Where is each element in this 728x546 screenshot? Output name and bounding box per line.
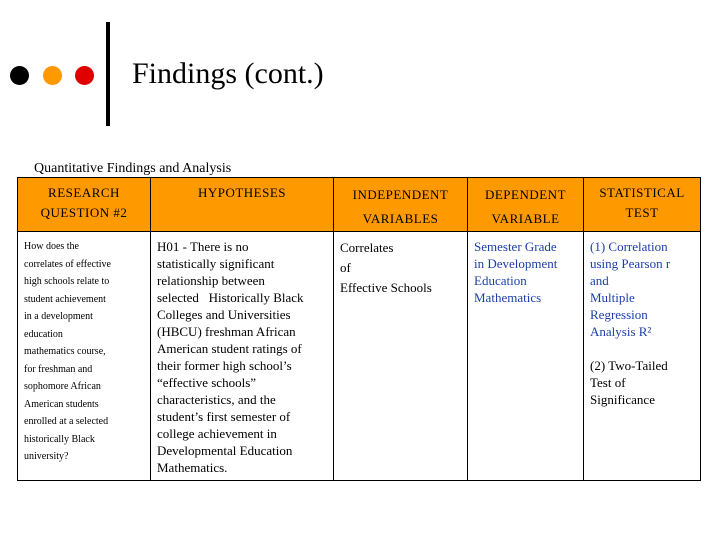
header-independent-variables: INDEPENDENT VARIABLES [334, 178, 468, 232]
statistical-test-cell [584, 232, 701, 481]
slide-title: Findings (cont.) [132, 57, 324, 90]
independent-variables-cell: Correlates of Effective Schools [334, 232, 468, 481]
black-dot [10, 66, 29, 85]
header-hypotheses: HYPOTHESES [151, 178, 334, 232]
red-dot [75, 66, 94, 85]
header-dependent-variable: DEPENDENT VARIABLE [468, 178, 584, 232]
table-row [18, 232, 701, 481]
findings-table [17, 177, 701, 481]
header-research-question: RESEARCH QUESTION #2 [18, 178, 151, 232]
orange-dot [43, 66, 62, 85]
title-divider [106, 22, 110, 126]
research-question-cell: How does the correlates of effective high schools relate to student achievement in a development education mathematics course, for freshman and sophomore African American students enrolled at a selected historically Black university? [18, 232, 151, 481]
statistical-test-2: (2) Two-Tailed Test of Significance [590, 358, 668, 407]
statistical-test-1: (1) Correlation using Pearson r and Multiple Regression Analysis R² [590, 239, 671, 339]
table-caption: Quantitative Findings and Analysis [34, 161, 232, 176]
hypothesis-cell: H01 - There is no statistically significant relationship between selected Historically Black Colleges and Universities (HBCU) freshman African American student ratings of their former high school’s “effective schools” characteristics, and the student’s first semester of college achievement in Developmental Education Mathematics. [151, 232, 334, 481]
header-row [18, 178, 701, 232]
header-statistical-test: STATISTICAL TEST [584, 178, 701, 232]
dependent-variable-cell: Semester Grade in Development Education Mathematics [468, 232, 584, 481]
